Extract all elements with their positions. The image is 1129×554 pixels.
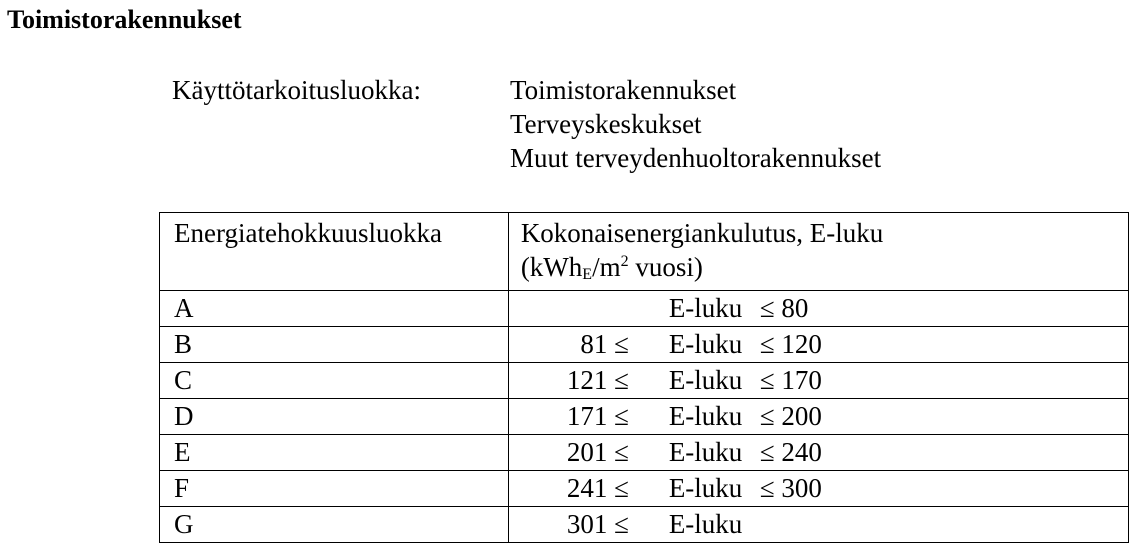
range-cell xyxy=(508,435,1128,471)
class-cell: F xyxy=(160,471,509,507)
class-cell: B xyxy=(160,327,509,363)
range-variable: E-luku xyxy=(668,293,743,323)
range-cell xyxy=(508,399,1128,435)
category-value: Toimistorakennukset xyxy=(510,75,737,105)
category-label: Käyttötarkoitusluokka: xyxy=(172,75,421,105)
range-upper: ≤ 240 xyxy=(759,437,822,467)
range-cell xyxy=(508,507,1128,543)
range-upper: ≤ 120 xyxy=(759,329,822,359)
range-cell xyxy=(508,363,1128,399)
range-variable: E-luku xyxy=(668,401,743,431)
range-variable: E-luku xyxy=(668,329,743,359)
range-cell xyxy=(508,471,1128,507)
table-row xyxy=(160,399,1129,435)
category-value: Muut terveydenhuoltorakennukset xyxy=(510,143,882,173)
unit-part: vuosi) xyxy=(628,252,703,282)
header-energy-class: Energiatehokkuusluokka xyxy=(160,213,509,291)
range-lower: 121 ≤ xyxy=(566,365,629,395)
table-row xyxy=(160,435,1129,471)
unit-superscript: 2 xyxy=(620,253,629,270)
range-lower: 171 ≤ xyxy=(566,401,629,431)
range-upper: ≤ 170 xyxy=(759,365,822,395)
class-cell: C xyxy=(160,363,509,399)
category-values xyxy=(510,73,881,175)
range-variable: E-luku xyxy=(668,509,743,539)
range-upper: ≤ 80 xyxy=(759,293,809,323)
class-cell: G xyxy=(160,507,509,543)
range-cell xyxy=(508,291,1128,327)
table-header-row xyxy=(160,213,1129,291)
table-row xyxy=(160,507,1129,543)
range-lower: 201 ≤ xyxy=(566,437,629,467)
range-lower: 241 ≤ xyxy=(566,473,629,503)
range-lower: 81 ≤ xyxy=(580,329,629,359)
range-upper: ≤ 300 xyxy=(759,473,822,503)
range-cell xyxy=(508,327,1128,363)
range-upper: ≤ 200 xyxy=(759,401,822,431)
header-unit xyxy=(521,250,1128,284)
table-row xyxy=(160,291,1129,327)
table-row xyxy=(160,363,1129,399)
class-cell: E xyxy=(160,435,509,471)
energy-class-table xyxy=(159,212,1129,543)
table-row xyxy=(160,327,1129,363)
unit-subscript: E xyxy=(582,266,593,283)
class-cell: A xyxy=(160,291,509,327)
range-lower: 301 ≤ xyxy=(566,509,629,539)
range-variable: E-luku xyxy=(668,365,743,395)
category-value: Terveyskeskukset xyxy=(510,109,702,139)
range-variable: E-luku xyxy=(668,473,743,503)
unit-part: (kWh xyxy=(520,252,583,282)
page-title: Toimistorakennukset xyxy=(7,5,242,34)
class-cell: D xyxy=(160,399,509,435)
table-row xyxy=(160,471,1129,507)
header-total-energy-label: Kokonaisenergiankulutus, E-luku xyxy=(520,218,884,248)
unit-part: /m xyxy=(592,252,621,282)
header-total-energy xyxy=(508,213,1128,291)
range-variable: E-luku xyxy=(668,437,743,467)
